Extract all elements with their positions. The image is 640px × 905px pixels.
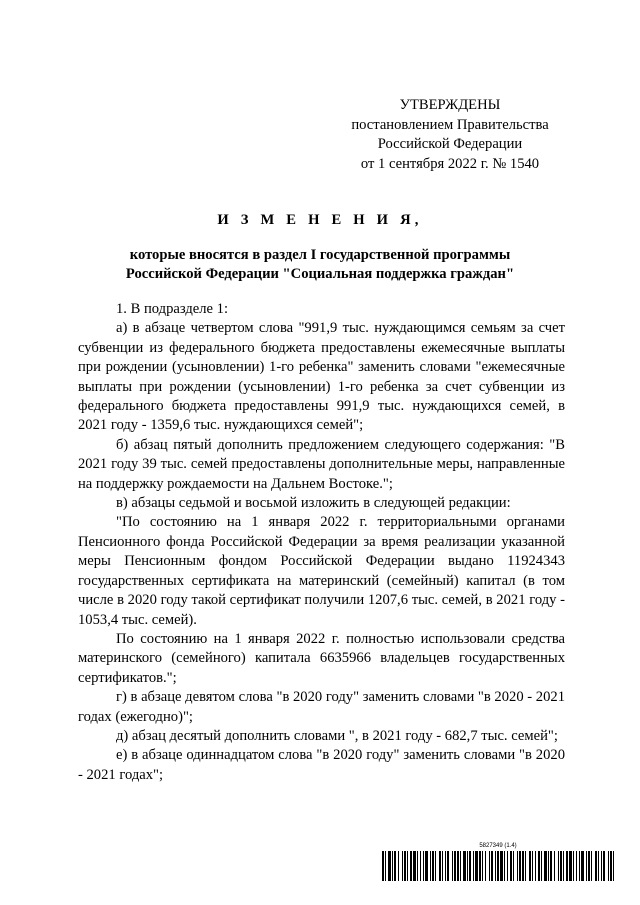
approval-title: УТВЕРЖДЕНЫ [399,97,501,113]
paragraph-g: г) в абзаце девятом слова "в 2020 году" заменить словами "в 2020 - 2021 годах (ежегодно)"; [78,689,565,725]
document-title: И З М Е Н Е Н И Я, [217,212,423,228]
barcode-number: 5827349 (1.4) [479,843,517,849]
approval-government: Российской Федерации [377,136,523,153]
paragraph-quote-1: "По состоянию на 1 января 2022 г. территориальными органами Пенсионного фонда Российской Федерации за время реализации указанной меры Пенсионным фондом Российской Федерации выдано 11924343 государственных сертификата на материнский (семейный) капитал (в том числе в 2020 году такой сертификат получили 1207,6 тыс. семей, в 2021 году - 1053,4 тыс. семей). [78,514,565,628]
paragraph-e: е) в абзаце одиннадцатом слова "в 2020 году" заменить словами "в 2020 - 2021 годах"; [78,747,565,783]
document-body [78,300,565,785]
approval-block [330,96,570,174]
subtitle-line-2: Российской Федерации "Социальная поддержка граждан" [125,266,515,282]
barcode [382,842,614,882]
paragraph-b: б) абзац пятый дополнить предложением следующего содержания: "В 2021 году 39 тыс. семей предоставлены дополнительные меры, направленные на поддержку рождаемости на Дальнем Востоке."; [78,436,565,492]
approval-date-number: от 1 сентября 2022 г. № 1540 [360,155,540,172]
barcode-bars [382,851,614,881]
paragraph-section-1: 1. В подразделе 1: [116,301,229,317]
paragraph-a: а) в абзаце четвертом слова "991,9 тыс. нуждающимся семьям за счет субвенции из федерального бюджета предоставлены ежемесячные выплаты при рождении (усыновлении) 1-го ребенка" заменить словами "ежемесячные выплаты при рождении (усыновлении) 1-го ребенка за счет субвенции из федерального бюджета предоставлены 991,9 тыс. нуждающихся семей, в 2021 году - 1359,6 тыс. нуждающихся семей"; [78,320,565,434]
paragraph-v: в) абзацы седьмой и восьмой изложить в следующей редакции: [116,495,511,512]
paragraph-d: д) абзац десятый дополнить словами ", в 2021 году - 682,7 тыс. семей"; [116,727,558,744]
document-subtitle [0,246,640,284]
paragraph-quote-2: По состоянию на 1 января 2022 г. полностью использовали средства материнского (семейного) капитала 6635966 владельцев государственных сертификатов."; [78,630,565,686]
approval-resolution: постановлением Правительства [351,116,549,133]
subtitle-line-1: которые вносятся в раздел I государственной программы [129,247,511,263]
